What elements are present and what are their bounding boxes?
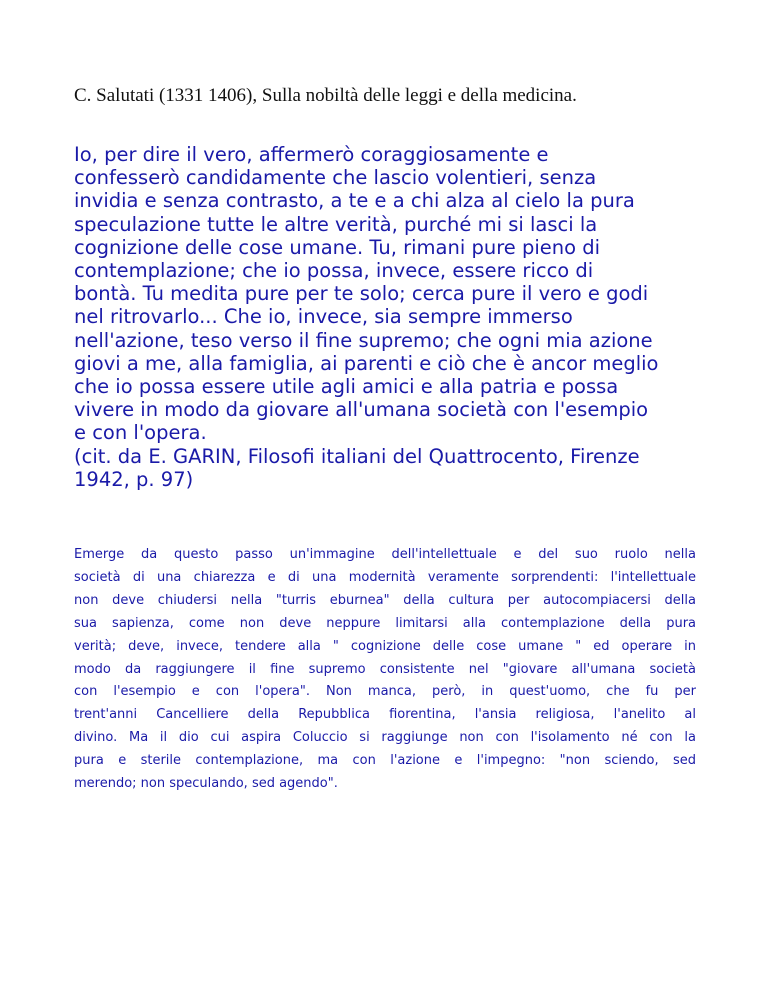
quote-line: vivere in modo da giovare all'umana società con l'esempio (74, 398, 649, 422)
quote-line: giovi a me, alla famiglia, ai parenti e ciò che è ancor meglio (74, 351, 659, 375)
quote-line: invidia e senza contrasto, a te e a chi alza al cielo la pura (74, 189, 635, 213)
quote-source-line: (cit. da E. GARIN, Filosofi italiani del Quattrocento, Firenze (74, 444, 640, 468)
quote-line: nell'azione, teso verso il fine supremo; che ogni mia azione (74, 328, 653, 352)
quote-line: che io possa essere utile agli amici e alla patria e possa (74, 375, 619, 399)
commentary-line: Emerge da questo passo un'immagine dell'intellettuale e del suo ruolo nella (74, 547, 696, 562)
quote-line: e con l'opera. (74, 421, 207, 445)
commentary-line: società di una chiarezza e di una modernità veramente sorprendenti: l'intellettuale (74, 569, 696, 585)
commentary-line: divino. Ma il dio cui aspira Coluccio si raggiunge non con l'isolamento né con la (74, 730, 696, 746)
commentary-line: verità; deve, invece, tendere alla " cognizione delle cose umane " ed operare in (74, 638, 696, 654)
commentary-line: modo da raggiungere il fine supremo consistente nel "giovare all'umana società (74, 661, 696, 677)
quote-line: contemplazione; che io possa, invece, essere ricco di (74, 259, 594, 283)
quote-line: Io, per dire il vero, affermerò coraggiosamente e (74, 143, 549, 166)
quote-line: bontà. Tu medita pure per te solo; cerca pure il vero e godi (74, 282, 649, 306)
citation-heading: C. Salutati (1331 1406), Sulla nobiltà delle leggi e della medicina. (74, 85, 577, 106)
quote-source-line: 1942, p. 97) (74, 467, 194, 491)
quote-line: speculazione tutte le altre verità, purché mi si lasci la (74, 212, 598, 236)
quote-paragraph (74, 143, 714, 491)
commentary-line: non deve chiudersi nella "turris eburnea" della cultura per autocompiacersi della (74, 592, 696, 608)
quote-line: cognizione delle cose umane. Tu, rimani pure pieno di (74, 235, 601, 259)
commentary-line: pura e sterile contemplazione, ma con l'azione e l'impegno: "non sciendo, sed (74, 753, 696, 769)
commentary-line: con l'esempio e con l'opera". Non manca, però, in quest'uomo, che fu per (74, 684, 696, 700)
commentary-line: sua sapienza, come non deve neppure limitarsi alla contemplazione della pura (74, 615, 696, 631)
commentary-paragraph (74, 544, 696, 796)
quote-line: nel ritrovarlo... Che io, invece, sia sempre immerso (74, 305, 573, 329)
commentary-line: trent'anni Cancelliere della Repubblica fiorentina, l'ansia religiosa, l'anelito al (74, 707, 696, 723)
commentary-line: merendo; non speculando, sed agendo". (74, 776, 338, 792)
quote-line: confesserò candidamente che lascio volentieri, senza (74, 166, 597, 190)
